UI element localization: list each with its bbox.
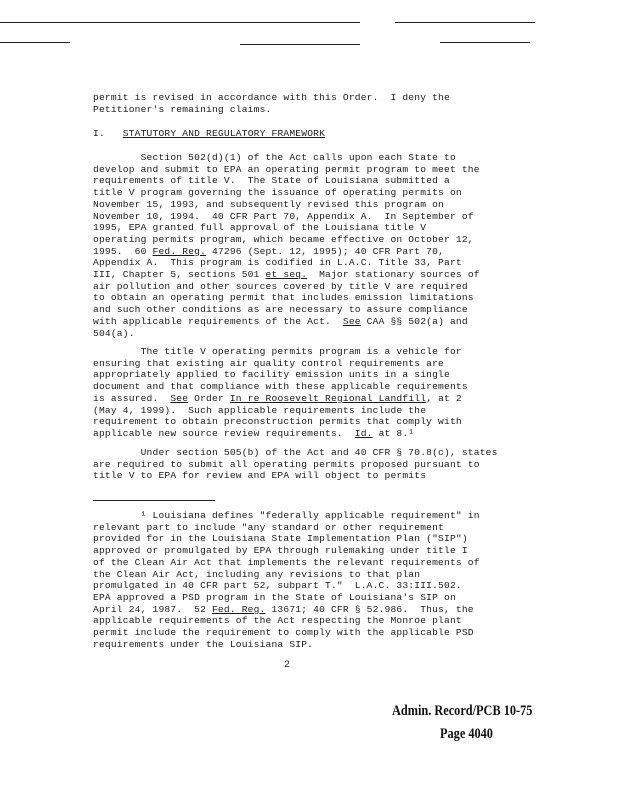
text-run: applicable new source review requirements. bbox=[93, 427, 355, 439]
para2-line bbox=[93, 393, 473, 405]
para1-line bbox=[93, 269, 480, 281]
text-run: 1995, EPA granted full approval of the Louisiana title V bbox=[93, 222, 427, 234]
intro-line: permit is revised in accordance with this Order. I deny the bbox=[93, 92, 450, 103]
text-run: The title V operating permits program is a vehicle for bbox=[93, 346, 462, 357]
text-run: III, Chapter 5, sections 501 bbox=[93, 269, 266, 281]
text-run: requirements of title V. The State of Louisiana submitted a bbox=[93, 175, 450, 187]
page-number: 2 bbox=[284, 660, 291, 671]
citation-underlined: Fed. Reg. bbox=[211, 603, 266, 615]
section-title: STATUTORY AND REGULATORY FRAMEWORK bbox=[122, 128, 326, 139]
para2-line bbox=[93, 346, 473, 358]
paragraph-section-505 bbox=[93, 447, 498, 482]
footnote-line bbox=[93, 615, 473, 627]
text-run: appropriately applied to facility emission units in a single bbox=[93, 369, 450, 381]
text-run: develop and submit to EPA an operating permit program to meet the bbox=[93, 163, 480, 175]
footnote-line bbox=[93, 533, 473, 545]
text-run: title V program governing the issuance of operating permits on bbox=[93, 187, 462, 199]
text-run: 47296 (Sept. 12, 1995); 40 CFR Part 70, bbox=[206, 245, 445, 257]
para1-line bbox=[93, 257, 473, 269]
text-run: , at 2 bbox=[426, 392, 462, 404]
scan-edge-line bbox=[0, 42, 70, 43]
text-run: (May 4, 1999). Such applicable requirements include the bbox=[93, 404, 427, 416]
para1-line bbox=[93, 304, 473, 316]
para1-line bbox=[93, 175, 473, 187]
footnote-line bbox=[93, 639, 473, 651]
para3-line bbox=[93, 470, 473, 482]
para1-line bbox=[93, 246, 473, 258]
text-run: ¹ Louisiana defines "federally applicable requirement" in bbox=[93, 510, 480, 521]
text-run: promulgated in 40 CFR part 52, subpart T." L.A.C. 33:III.502. bbox=[93, 580, 462, 592]
text-run: operating permits program, which became effective on October 12, bbox=[93, 233, 474, 245]
scan-edge-line bbox=[395, 22, 535, 23]
para1-line bbox=[93, 187, 473, 199]
text-run: is assured. bbox=[93, 392, 171, 404]
para2-line bbox=[93, 416, 473, 428]
section-heading bbox=[93, 128, 473, 140]
text-run: the Clean Air Act, including any revisions to that plan bbox=[93, 568, 421, 580]
footnote-line bbox=[93, 580, 473, 592]
text-run: Section 502(d)(1) of the Act calls upon each State to bbox=[93, 152, 456, 163]
text-run: at 8.¹ bbox=[372, 427, 415, 439]
footnote-line bbox=[93, 522, 473, 534]
text-run: November 15, 1993, and subsequently revised this program on bbox=[93, 198, 445, 210]
para2-line bbox=[93, 358, 473, 370]
paragraph-section-502 bbox=[93, 152, 480, 339]
text-run: November 10, 1994. 40 CFR Part 70, Appendix A. In September of bbox=[93, 210, 474, 222]
intro-line: Petitioner's remaining claims. bbox=[93, 103, 272, 115]
scan-edge-line bbox=[0, 22, 360, 23]
text-run: with applicable requirements of the Act. bbox=[93, 315, 343, 327]
text-run: air pollution and other sources covered by title V are required bbox=[93, 280, 468, 292]
para1-line bbox=[93, 316, 473, 328]
text-run: approved or promulgated by EPA through rulemaking under title I bbox=[93, 545, 468, 557]
footnote-line bbox=[93, 556, 480, 569]
text-run: Appendix A. This program is codified in L.A.C. Title 33, Part bbox=[93, 257, 462, 269]
citation-underlined: In re Roosevelt Regional Landfill bbox=[229, 392, 427, 404]
footnote-line bbox=[93, 627, 473, 639]
para1-line bbox=[93, 292, 473, 304]
para3-line bbox=[93, 447, 498, 459]
para1-line bbox=[93, 163, 480, 176]
text-run: Order bbox=[188, 392, 230, 404]
footnote-line bbox=[93, 604, 473, 616]
para1-line bbox=[93, 211, 473, 223]
para1-line bbox=[93, 152, 473, 164]
text-run: applicable requirements of the Act respecting the Monroe plant bbox=[93, 615, 462, 627]
footnote-1 bbox=[93, 510, 480, 650]
text-run: are required to submit all operating permits proposed pursuant to bbox=[93, 458, 480, 470]
scan-edge-line bbox=[440, 42, 530, 43]
para2-line bbox=[93, 405, 473, 417]
citation-underlined: Id. bbox=[354, 427, 373, 439]
text-run: requirement to obtain preconstruction permits that comply with bbox=[93, 416, 462, 428]
citation-underlined: et seq. bbox=[265, 269, 308, 281]
text-run: of the Clean Air Act that implements the relevant requirements of bbox=[93, 556, 480, 568]
text-run: 504(a). bbox=[93, 327, 135, 339]
citation-underlined: Fed. Reg. bbox=[152, 245, 207, 257]
para1-line bbox=[93, 328, 473, 340]
para1-line bbox=[93, 234, 473, 246]
admin-record-stamp: Admin. Record/PCB 10-75 bbox=[392, 703, 533, 719]
text-run: and such other conditions as are necessary to assure compliance bbox=[93, 304, 468, 316]
para2-line bbox=[93, 369, 473, 381]
text-run: title V to EPA for review and EPA will object to permits bbox=[93, 470, 427, 482]
footnote-line bbox=[93, 510, 480, 522]
text-run: Major stationary sources of bbox=[307, 269, 480, 281]
intro-paragraph bbox=[93, 92, 473, 115]
text-run: Under section 505(b) of the Act and 40 CFR § 70.8(c), states bbox=[93, 447, 498, 458]
para1-line bbox=[93, 281, 473, 293]
footnote-line bbox=[93, 545, 473, 557]
footnote-line bbox=[93, 592, 473, 604]
text-run: CAA §§ 502(a) and bbox=[360, 315, 468, 327]
para2-line bbox=[93, 381, 473, 393]
text-run: 1995. 60 bbox=[93, 245, 153, 257]
text-run: relevant part to include "any standard or other requirement bbox=[93, 521, 445, 533]
para3-line bbox=[93, 458, 480, 471]
text-run: EPA approved a PSD program in the State of Louisiana's SIP on bbox=[93, 591, 456, 603]
text-run: provided for in the Louisiana State Implementation Plan ("SIP") bbox=[93, 533, 468, 545]
scan-edge-line bbox=[240, 44, 360, 45]
citation-underlined: See bbox=[342, 315, 361, 327]
section-number: I. bbox=[93, 128, 105, 139]
para1-line bbox=[93, 222, 473, 234]
para2-line bbox=[93, 428, 473, 440]
text-run: April 24, 1987. 52 bbox=[93, 603, 212, 615]
page-stamp: Page 4040 bbox=[440, 726, 493, 742]
para1-line bbox=[93, 199, 473, 211]
text-run: 13671; 40 CFR § 52.986. Thus, the bbox=[265, 603, 474, 615]
text-run: document and that compliance with these applicable requirements bbox=[93, 381, 468, 393]
footnote-divider bbox=[93, 500, 215, 501]
footnote-line bbox=[93, 569, 473, 581]
text-run: requirements under the Louisiana SIP. bbox=[93, 638, 314, 650]
text-run: to obtain an operating permit that includes emission limitations bbox=[93, 292, 474, 304]
text-run: permit include the requirement to comply with the applicable PSD bbox=[93, 627, 474, 639]
citation-underlined: See bbox=[170, 392, 189, 404]
text-run: ensuring that existing air quality control requirements are bbox=[93, 357, 445, 369]
paragraph-title-v-vehicle bbox=[93, 346, 473, 440]
